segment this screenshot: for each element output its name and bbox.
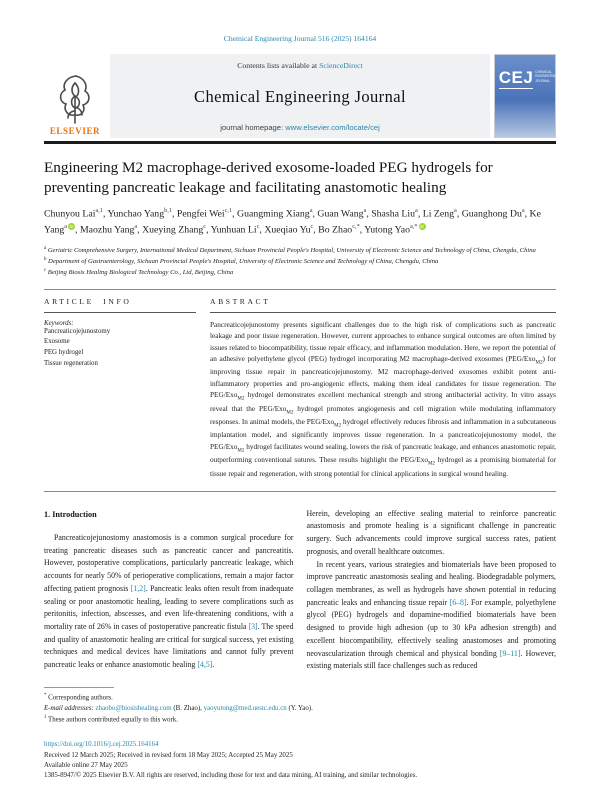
keyword: Exosome (44, 338, 70, 346)
email-line (44, 704, 556, 715)
email-suffix-yao: (Y. Yao). (288, 704, 313, 712)
elsevier-wordmark: ELSEVIER (49, 126, 101, 136)
orcid-icon[interactable]: iD (69, 223, 74, 229)
journal-name: Chemical Engineering Journal (194, 86, 406, 106)
introduction-heading: 1. Introduction (44, 509, 97, 519)
email-link-yao[interactable]: yaoyutong@med.uestc.edu.cn (203, 704, 287, 712)
meta-top-divider (44, 289, 556, 290)
cover-journal-name: CHEMICAL ENGINEERING JOURNAL (535, 70, 558, 83)
available-online: Available online 27 May 2025 (44, 761, 128, 769)
abstract-section (210, 297, 556, 481)
article-body (44, 508, 556, 673)
keyword: Pancreaticojejunostomy (44, 327, 111, 335)
sciencedirect-link[interactable]: ScienceDirect (319, 61, 363, 70)
homepage-line (220, 123, 380, 132)
journal-homepage-link[interactable]: www.elsevier.com/locate/cej (285, 123, 380, 132)
body-left-column (44, 508, 294, 673)
affiliations (44, 245, 556, 278)
orcid-icon[interactable]: iD (420, 223, 425, 229)
article-title: Engineering M2 macrophage-derived exosome-loaded PEG hydrogels for preventing pancreatic leakage and facilitating anastomotic healing (44, 158, 493, 196)
doi-link[interactable]: https://doi.org/10.1016/j.cej.2025.164164 (44, 741, 159, 749)
publication-info (44, 740, 556, 781)
keyword: PEG hydrogel (44, 348, 84, 356)
email-label: E-mail addresses: (44, 704, 94, 712)
citation-link[interactable]: [6–8] (449, 597, 467, 607)
header-divider (44, 141, 556, 144)
intro-paragraph-3: In recent years, various strategies and biomaterials have been proposed to improve pancreatic anastomosis sealing and healing. Biodegradable polymers, collagen membranes, as well as hydrogels have shown potential in reducing pancreatic leaks and enhancing tissue repair [6–8]. For example, polyethylene glycol (PEG) hydrogels and dopamine-modified biomaterials have been designed to provide high adhesion (up to 30 kPa adhesion strength) and excellent biocompatibility, effectively sealing anastomoses and promoting neovascularization through chemical and physical bonding [9–11]. However, existing materials still face challenges such as reduced (306, 559, 556, 671)
meta-section (44, 297, 556, 481)
citation-link[interactable]: [4,5] (197, 660, 213, 670)
footnote-divider (44, 687, 114, 688)
elsevier-logo[interactable] (44, 54, 106, 138)
keywords-label: Keywords: (44, 319, 74, 327)
email-suffix-zhao: (B. Zhao), (173, 704, 202, 712)
keyword: Tissue regeneration (44, 359, 98, 367)
meta-bottom-divider (44, 491, 556, 492)
footnotes (44, 687, 556, 726)
copyright-line: 1385-8947/© 2025 Elsevier B.V. All rights are reserved, including those for text and data mining, AI training, and similar technologies. (44, 772, 418, 780)
abstract-text: Pancreaticojejunostomy presents significant challenges due to the high risk of complications such as pancreatic leakage and poor tissue regeneration. However, current approaches to enhance surgical outcomes are often limited by issues related to biocompatibility, tissue repair efficacy, and inflammation modulation. Here, we report the potential of an adhesive polyethylene glycol (PEG) hydrogel incorporating M2 macrophage-derived exosomes (PEG/Exo$_{M2}$) for improving tissue repair in pancreaticojejunostomy. M2 macrophage-derived exosomes exhibit potent anti-inflammatory properties and pro-angiogenic effects, making them ideal candidates for tissue regeneration. The PEG/Exo$_{M2}$ hydrogel demonstrates excellent mechanical strength and strong antibacterial activity. In vitro assays reveal that the PEG/Exo$_{M2}$ hydrogel promotes angiogenesis and cell migration while modulating inflammatory responses. In animal models, the PEG/Exo$_{M2}$ hydrogel effectively reduces fibrosis and inflammation in a subcutaneous implantation model, and significantly improves tissue regeneration. In a pancreaticojejunostomy model, the PEG/Exo$_{M2}$ hydrogel facilitates wound sealing, lowers the risk of pancreatic leakage, and enhances anastomotic repair, outperforming conventional sutures. These results highlight the PEG/Exo$_{M2}$ hydrogel as a promising biomaterial for tissue repair and regeneration, with strong potential for clinical applications in surgical wound healing. (210, 320, 557, 478)
equal-contribution-note: $^1$ These authors contributed equally to this work. (44, 715, 178, 724)
cej-logo: CEJ (498, 68, 534, 87)
intro-paragraph-1: Pancreaticojejunostomy anastomosis is a common surgical procedure for treating pancreatic diseases such as pancreatic cancer and pancreatitis. However, postoperative complications, particularly pancreatic leakage, which accounts for nearly 50% of perioperative complications, remain a major factor affecting patient prognosis [1,2]. Pancreatic leaks often result from inadequate sealing or poor anastomotic healing, leading to severe complications such as peritonitis, infection, abscesses, and even life-threatening conditions, with a mortality rate of 26% in cases of postoperative pancreatic fistula [3]. The speed and quality of anastomotic healing are critical for surgical success, yet existing techniques and medical devices have limitations and cannot fully prevent pancreatic leaks or enhance anastomotic healing [4,5]. (44, 533, 294, 670)
email-link-zhao[interactable]: zhaobo@biosishealing.com (95, 704, 172, 712)
contents-line (237, 61, 363, 70)
elsevier-tree-icon (55, 73, 95, 125)
affiliation-b: $^b$ Department of Gastroenterology, Sichuan Provincial People's Hospital, University of Electronic Science and Technology of China, Chengdu, China (44, 256, 439, 265)
abstract-heading: ABSTRACT (210, 297, 556, 313)
affiliation-c: $^c$ Beijing Biosis Healing Biological Technology Co., Ltd, Beijing, China (44, 267, 234, 276)
cover-logo-row (498, 68, 558, 89)
journal-citation: Chemical Engineering Journal 516 (2025) 164164 (223, 34, 377, 43)
journal-cover-thumbnail[interactable] (494, 54, 556, 138)
homepage-prefix: journal homepage: (220, 123, 284, 132)
contents-prefix: Contents lists available at (237, 61, 318, 70)
citation-link[interactable]: [9–11] (499, 648, 521, 658)
journal-header (44, 54, 556, 138)
citation-link[interactable]: [3] (248, 621, 258, 631)
affiliation-a: $^a$ Geriatric Comprehensive Surgery, International Medical Department, Sichuan Provincial People's Hospital, University of Electronic Science and Technology of China, Chengdu, China (44, 245, 536, 254)
intro-paragraph-2: Herein, developing an effective sealing material to reinforce pancreatic anastomosis and promote healing is a significant challenge in pancreatic surgery. Such advancements could improve surgical success rates, patient prognosis, and overall healthcare outcomes. (306, 508, 556, 556)
corresponding-note: * Corresponding authors. (44, 692, 113, 701)
citation-link[interactable]: [1,2] (130, 583, 146, 593)
author-list: Chunyou Lai$^{a,1}$, Yunchao Yang$^{b,1}$, Pengfei Wei$^{c,1}$, Guangming Xiang$^a$, Guan Wang$^a$, Shasha Liu$^a$, Li Zeng$^a$, Guanghong Du$^a$, Ke Yang$^a$ iD , Maozhu Yang$^a$, Xueying Zhang$^c$, Yunhuan Li$^c$, Xueqiao Yu$^c$, Bo Zhao$^{c,*}$, Yutong Yao$^{a,*}$ iD (44, 206, 541, 235)
received-dates: Received 12 March 2025; Received in revised form 18 May 2025; Accepted 25 May 2025 (44, 751, 293, 759)
article-info-section (44, 297, 196, 481)
body-right-column (307, 508, 557, 673)
journal-banner (110, 54, 490, 138)
article-info-heading: ARTICLE INFO (44, 297, 196, 313)
